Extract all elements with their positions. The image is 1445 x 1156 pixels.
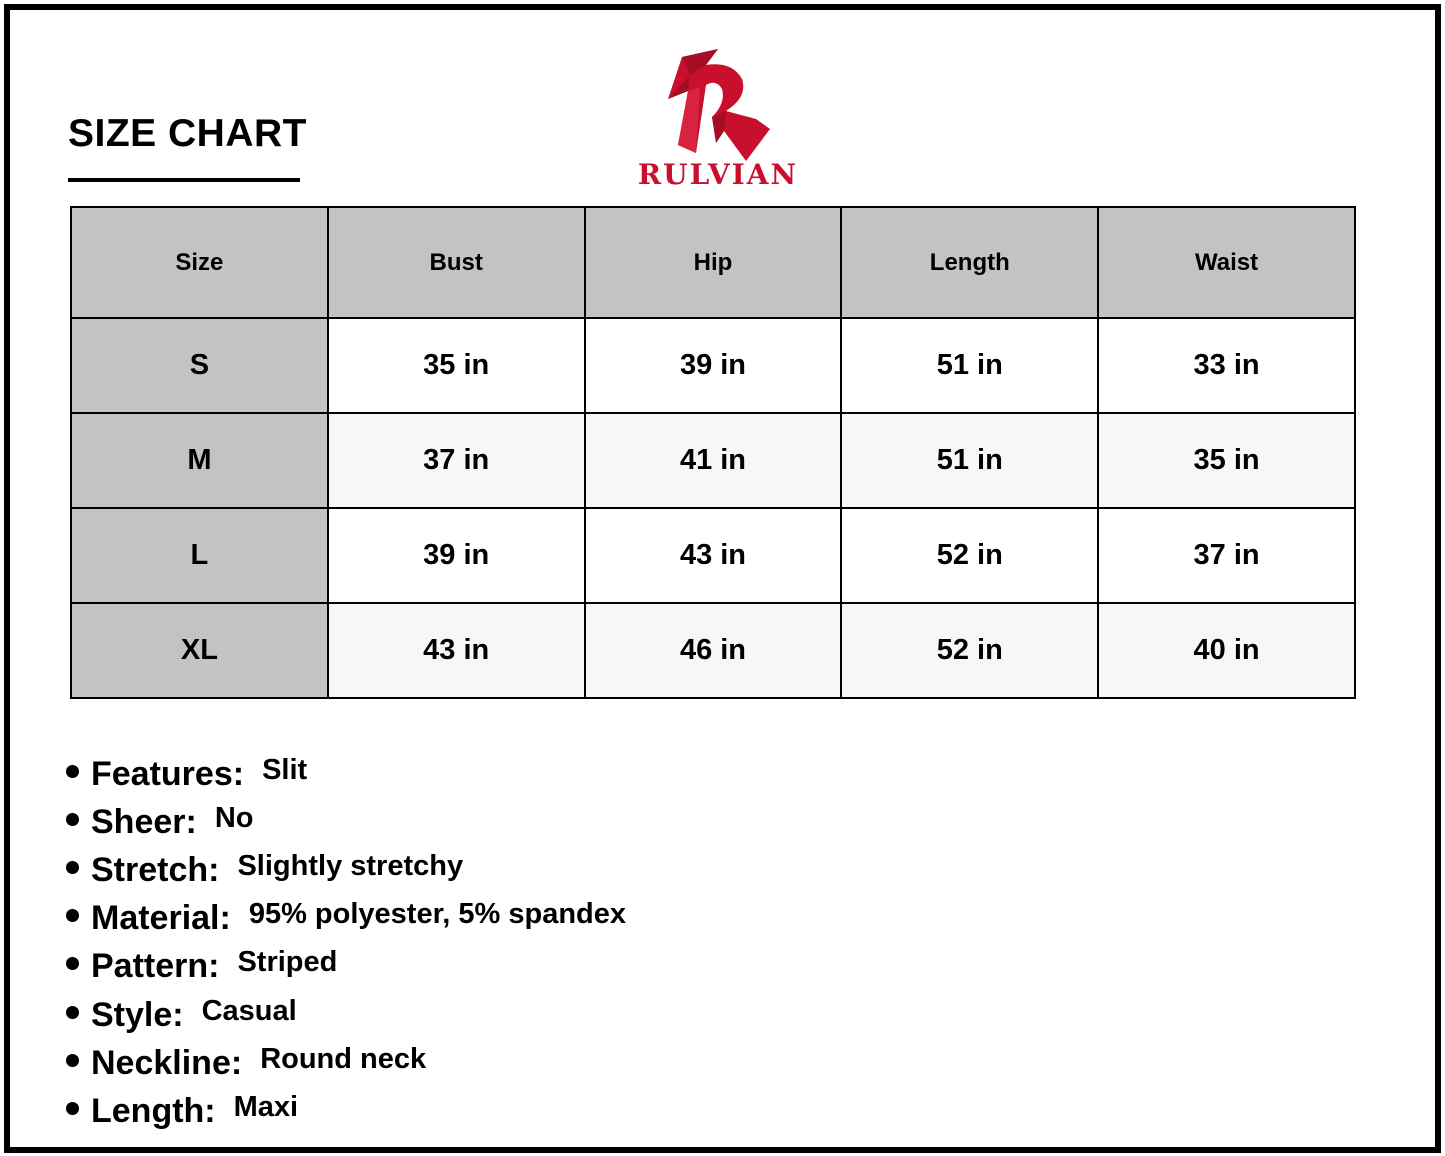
feature-value: No [214,801,254,834]
size-cell: XL [71,603,328,698]
page-title: SIZE CHART [68,112,307,155]
list-item [66,943,626,991]
list-item [66,798,626,846]
header-length: Length [841,207,1098,318]
list-item [66,1039,626,1087]
bust-cell: 35 in [328,318,585,413]
header-hip: Hip [585,207,842,318]
size-cell: L [71,508,328,603]
list-item [66,895,626,943]
feature-value: Slit [262,753,308,786]
feature-label: Length: [91,1091,216,1130]
feature-label: Neckline: [91,1043,243,1082]
feature-value: Round neck [260,1042,427,1075]
brand-logo [618,45,818,195]
feature-label: Stretch: [91,850,220,889]
table-row [71,413,1355,508]
bust-cell: 39 in [328,508,585,603]
table-row [71,508,1355,603]
hip-cell: 46 in [585,603,842,698]
size-table [70,206,1356,699]
bullet-icon [66,813,79,826]
feature-label: Material: [91,899,231,938]
feature-value: 95% polyester, 5% spandex [248,898,627,931]
feature-label: Features: [91,754,245,793]
hip-cell: 43 in [585,508,842,603]
feature-label: Pattern: [91,947,220,986]
bust-cell: 37 in [328,413,585,508]
bullet-icon [66,957,79,970]
length-cell: 51 in [841,413,1098,508]
length-cell: 52 in [841,603,1098,698]
size-cell: M [71,413,328,508]
list-item [66,991,626,1039]
waist-cell: 40 in [1098,603,1355,698]
header-waist: Waist [1098,207,1355,318]
bullet-icon [66,1006,79,1019]
feature-list [66,750,626,1136]
bullet-icon [66,861,79,874]
waist-cell: 33 in [1098,318,1355,413]
bullet-icon [66,765,79,778]
list-item [66,750,626,798]
header-size: Size [71,207,328,318]
feature-value: Striped [237,946,338,979]
list-item [66,1087,626,1135]
list-item [66,846,626,894]
feature-label: Style: [91,995,184,1034]
feature-value: Slightly stretchy [237,849,464,882]
hip-cell: 41 in [585,413,842,508]
header-bust: Bust [328,207,585,318]
length-cell: 51 in [841,318,1098,413]
bust-cell: 43 in [328,603,585,698]
bullet-icon [66,1102,79,1115]
feature-value: Maxi [233,1090,299,1123]
feature-label: Sheer: [91,802,197,841]
brand-name: RULVIAN [637,158,799,191]
rulvian-r-logo-icon [660,45,776,163]
length-cell: 52 in [841,508,1098,603]
table-header-row [71,207,1355,318]
feature-value: Casual [201,994,297,1027]
bullet-icon [66,909,79,922]
size-cell: S [71,318,328,413]
waist-cell: 37 in [1098,508,1355,603]
table-row [71,318,1355,413]
waist-cell: 35 in [1098,413,1355,508]
title-underline [68,178,300,182]
table-row [71,603,1355,698]
bullet-icon [66,1054,79,1067]
hip-cell: 39 in [585,318,842,413]
